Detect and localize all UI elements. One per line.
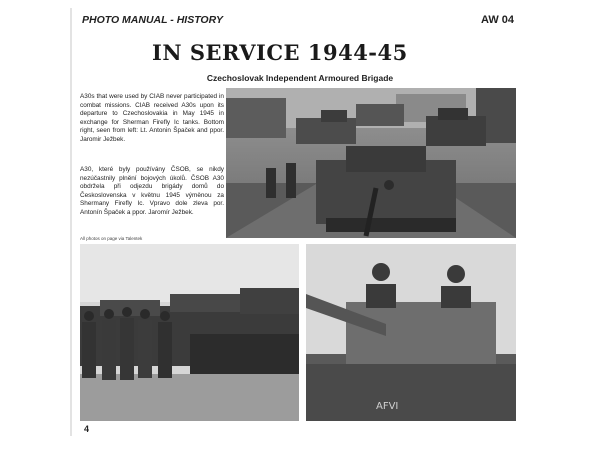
section-label: PHOTO MANUAL - HISTORY: [82, 14, 223, 26]
caption-english: A30s that were used by CIAB never participated in combat missions. CIAB received A30s upon its departure to Czechoslovakia in May 1945 in exchange for Sherman Firefly Ic tanks. Bottom right, seen from left: Lt. Antonin Špaček and ppor. Jaromir Ježbek.: [80, 93, 224, 143]
page-title: IN SERVICE 1944-45: [152, 40, 408, 65]
photo-officers-in-turret: [306, 244, 516, 421]
magazine-page: [72, 10, 528, 436]
page-subtitle: Czechoslovak Independent Armoured Brigade: [206, 73, 394, 83]
caption-czech: A30, které byly používány ČSOB, se nikdy nezúčastnily plnění bojových úkolů. ČSOB A30 obdržela při odjezdu brigády domů do Československa v květnu 1945 výměnou za Shermany Firefly Ic. Vpravo dole zleva por. Antonín Špaček a ppor. Jaromír Ježbek.: [80, 166, 224, 216]
vehicle-marking: AFVI: [376, 401, 399, 412]
photo-tank-column: [226, 88, 516, 238]
page-number: 4: [84, 424, 90, 434]
photo-crew-with-tanks: [80, 244, 299, 421]
series-code: AW 04: [480, 14, 514, 26]
photo-credit: All photos on page via Talentek: [80, 236, 143, 241]
